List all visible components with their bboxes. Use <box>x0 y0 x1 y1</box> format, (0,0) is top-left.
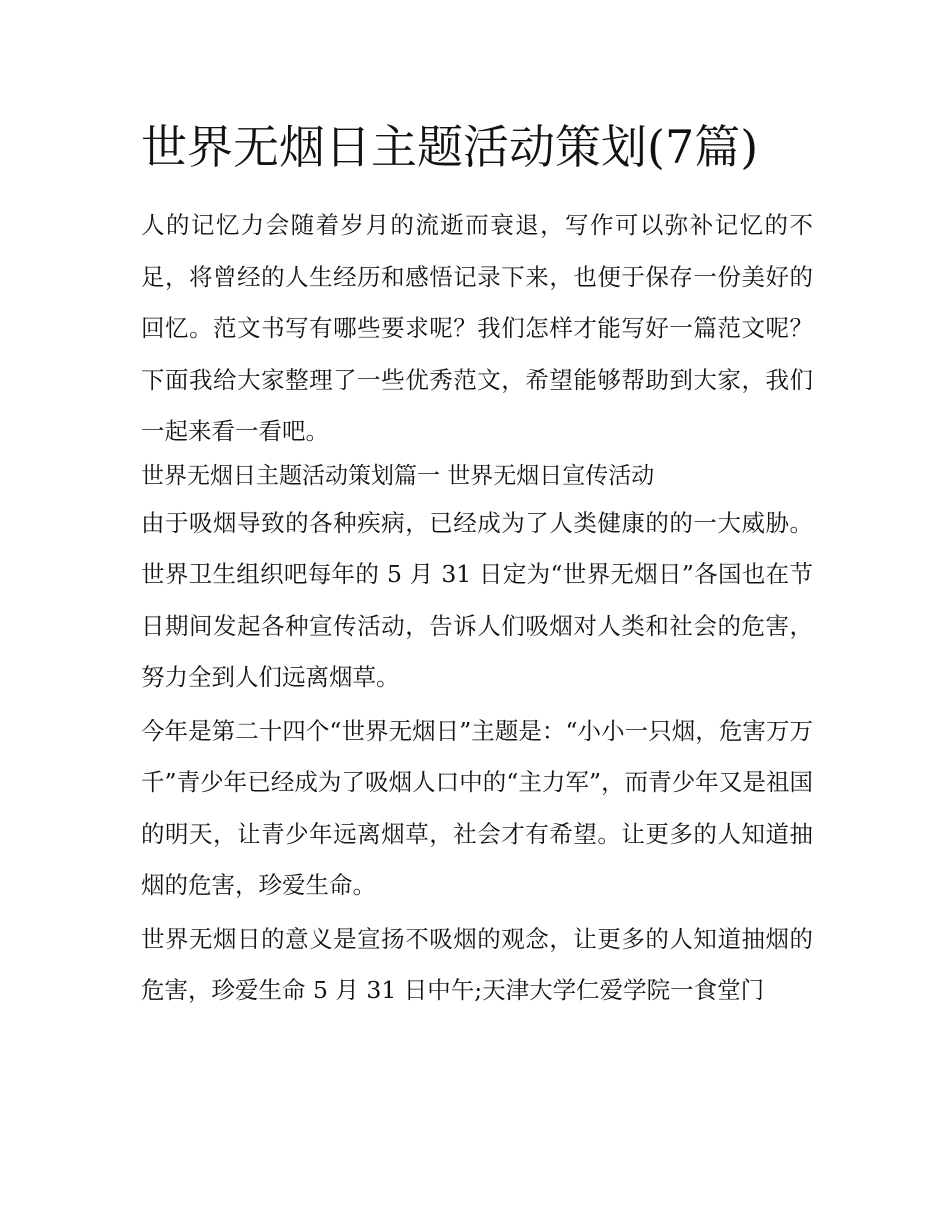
document-body <box>141 110 813 1017</box>
body-paragraph: 由于吸烟导致的各种疾病，已经成为了人类健康的的一大威胁。世界卫生组织吧每年的 5 月 31 日定为“世界无烟日”各国也在节日期间发起各种宣传活动，告诉人们吸烟对人类和社会的危害，努力全到人们远离烟草。 <box>141 508 813 691</box>
body-paragraph: 今年是第二十四个“世界无烟日”主题是：“小小一只烟，危害万万千”青少年已经成为了吸烟人口中的“主力军”，而青少年又是祖国的明天，让青少年远离烟草，社会才有希望。让更多的人知道抽烟的危害，珍爱生命。 <box>141 716 813 899</box>
intro-paragraph: 人的记忆力会随着岁月的流逝而衰退，写作可以弥补记忆的不足，将曾经的人生经历和感悟记录下来，也便于保存一份美好的回忆。范文书写有哪些要求呢？我们怎样才能写好一篇范文呢？下面我给大家整理了一些优秀范文，希望能够帮助到大家，我们一起来看一看吧。 <box>141 211 813 445</box>
section-heading: 世界无烟日主题活动策划篇一 世界无烟日宣传活动 <box>141 462 655 489</box>
body-paragraph: 世界无烟日的意义是宣扬不吸烟的观念，让更多的人知道抽烟的危害，珍爱生命 5 月 31 日中午;天津大学仁爱学院一食堂门 <box>141 924 813 1004</box>
document-title: 世界无烟日主题活动策划(7篇) <box>141 120 759 174</box>
